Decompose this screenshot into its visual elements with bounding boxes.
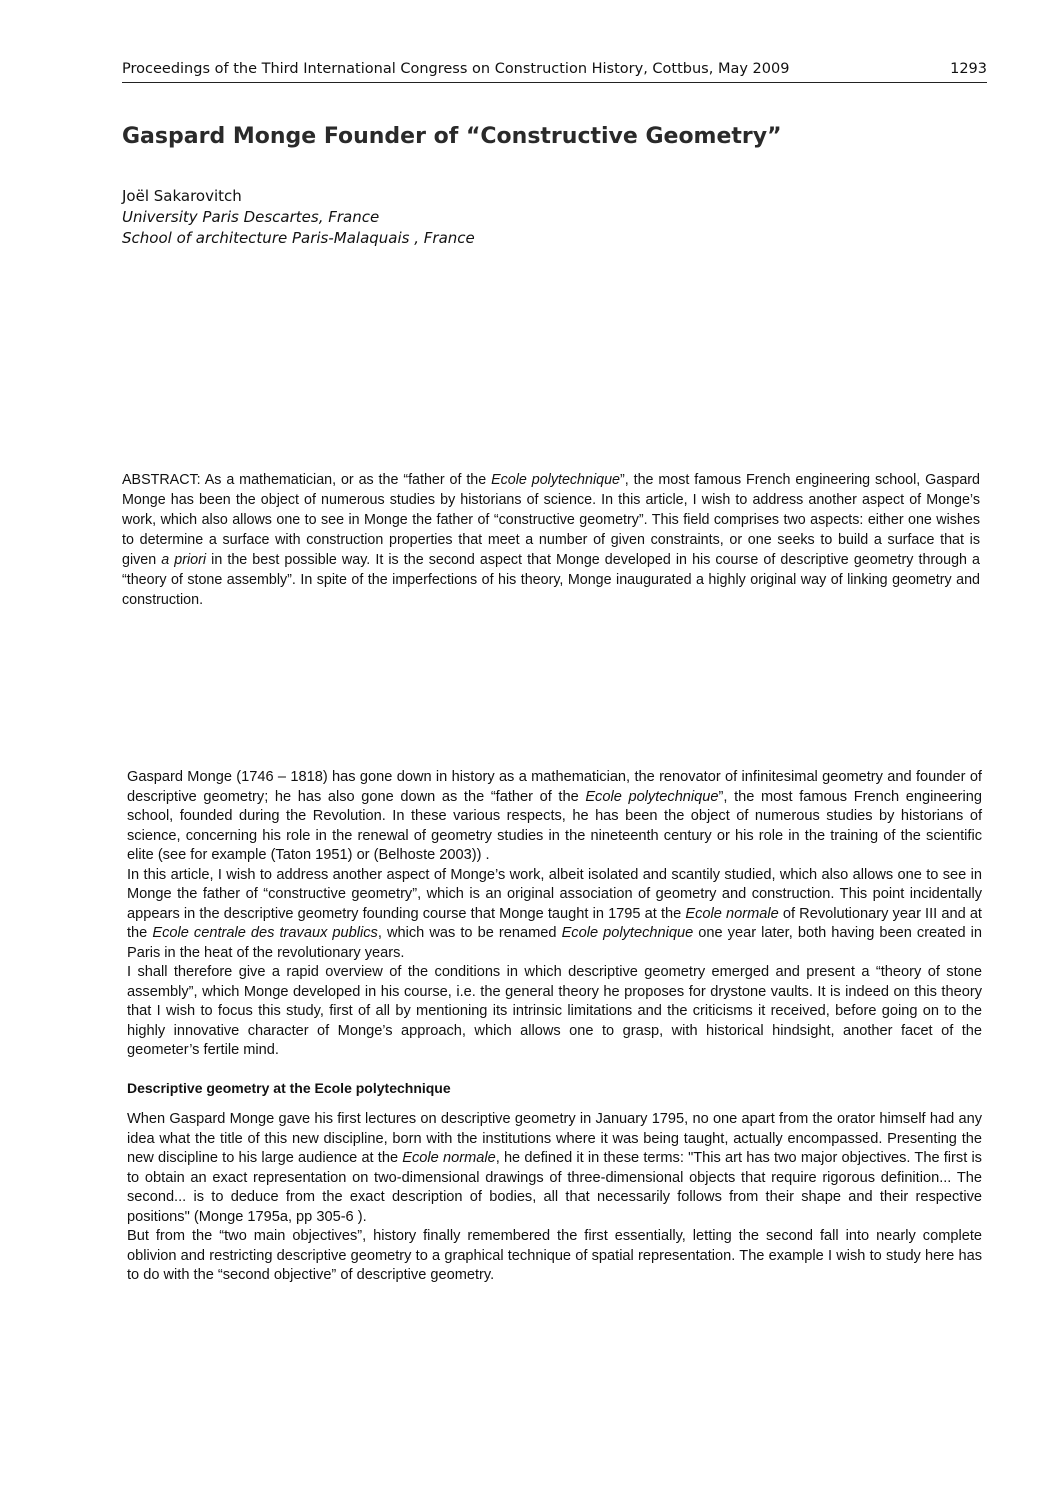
author-block: [122, 186, 475, 249]
text-run: In this article, I wish to address another aspect of Monge’s work, albeit isolated and scantily studied, which also allows one to see in Monge the father of “constructive geometry”, which is an original association of geometry and construction. This point incidentally appears in the descriptive geometry founding course that Monge taught in 1795 at the: [127, 866, 982, 922]
text-run: , which was to be renamed: [377, 925, 562, 941]
italic-run: Ecole normale: [402, 1150, 496, 1166]
conference-name: Proceedings of the Third International Congress on Construction History, Cottbus, May 2009: [122, 61, 790, 77]
abstract-italic: a priori: [161, 552, 207, 568]
author-name: Joël Sakarovitch: [122, 187, 242, 205]
italic-run: Ecole normale: [685, 905, 779, 922]
body-text: [127, 768, 982, 1286]
text-run: one year later, both having been created in Paris in the heat of the revolutionary years.: [127, 925, 982, 961]
affiliation-1: University Paris Descartes, France: [122, 208, 380, 226]
text-run: of Revolutionary year III and at the: [127, 905, 982, 941]
abstract-text: ”, the most famous French engineering school, Gaspard Monge has been the object of numerous studies by historians of science. In this article, I wish to address another aspect of Monge’s work, which also allows one to see in Monge the father of “constructive geometry”. This field comprises two aspects: either one wishes to determine a surface with construction properties that meet a number of given constraints, or one seeks to build a surface that is given: [122, 472, 980, 568]
paragraph-1: [127, 768, 982, 866]
italic-run: Ecole polytechnique: [585, 788, 719, 805]
page-number: 1293: [950, 61, 987, 77]
abstract: [122, 470, 980, 610]
abstract-text: As a mathematician, or as the “father of the: [200, 472, 492, 488]
text-run: ”, the most famous French engineering school, founded during the Revolution. In these various respects, he has been the object of numerous studies by historians of science, concerning his role in the renewal of geometry studies in the nineteenth century or his role in the training of the scientific elite (see for example (Taton 1951) or (Belhoste 2003)) .: [127, 788, 983, 863]
italic-run: Ecole polytechnique: [561, 925, 694, 941]
abstract-italic: Ecole polytechnique: [491, 472, 620, 488]
text-run: When Gaspard Monge gave his first lectures on descriptive geometry in January 1795, no one apart from the orator himself had any idea what the title of this new discipline, born with the institutions where it was being taught, actually encompassed. Presenting the new discipline to his large audience at the: [127, 1111, 982, 1166]
italic-run: Ecole centrale des travaux publics: [152, 925, 378, 941]
text-run: Gaspard Monge (1746 – 1818) has gone down in history as a mathematician, the renovator of infinitesimal geometry and founder of descriptive geometry; he has also gone down as the “father of the: [127, 769, 982, 805]
paragraph-4: [127, 1110, 982, 1227]
affiliation-2: School of architecture Paris-Malaquais , France: [122, 229, 475, 247]
paper-title: Gaspard Monge Founder of “Constructive Geometry”: [122, 124, 782, 149]
abstract-label: ABSTRACT:: [122, 472, 201, 488]
text-run: , he defined it in these terms: "This art has two major objectives. The first is to obtain an exact representation on two-dimensional drawings of three-dimensional objects that require rigorous definition... The second... is to deduce from the exact description of bodies, all that necessarily follows from their shape and their respective positions" (Monge 1795a, pp 305-6 ).: [127, 1150, 982, 1225]
abstract-text: in the best possible way. It is the second aspect that Monge developed in his course of descriptive geometry through a “theory of stone assembly”. In spite of the imperfections of his theory, Monge inaugurated a highly original way of linking geometry and construction.: [122, 552, 981, 608]
paragraph-3: I shall therefore give a rapid overview of the conditions in which descriptive geometry emerged and present a “theory of stone assembly”, which Monge developed in his course, i.e. the general theory he proposes for drystone vaults. It is indeed on this theory that I wish to focus this study, first of all by mentioning its intrinsic limitations and the criticisms it received, before going on to the highly innovative character of Monge’s approach, which allows one to grasp, with historical hindsight, another facet of the geometer’s fertile mind.: [127, 964, 982, 1058]
paragraph-5: But from the “two main objectives”, history finally remembered the first essentially, letting the second fall into nearly complete oblivion and restricting descriptive geometry to a graphical technique of spatial representation. The example I wish to study here has to do with the “second objective” of descriptive geometry.: [127, 1228, 982, 1283]
paragraph-2: [127, 866, 982, 964]
running-header: [122, 60, 987, 83]
section-heading: Descriptive geometry at the Ecole polytechnique: [127, 1079, 451, 1096]
